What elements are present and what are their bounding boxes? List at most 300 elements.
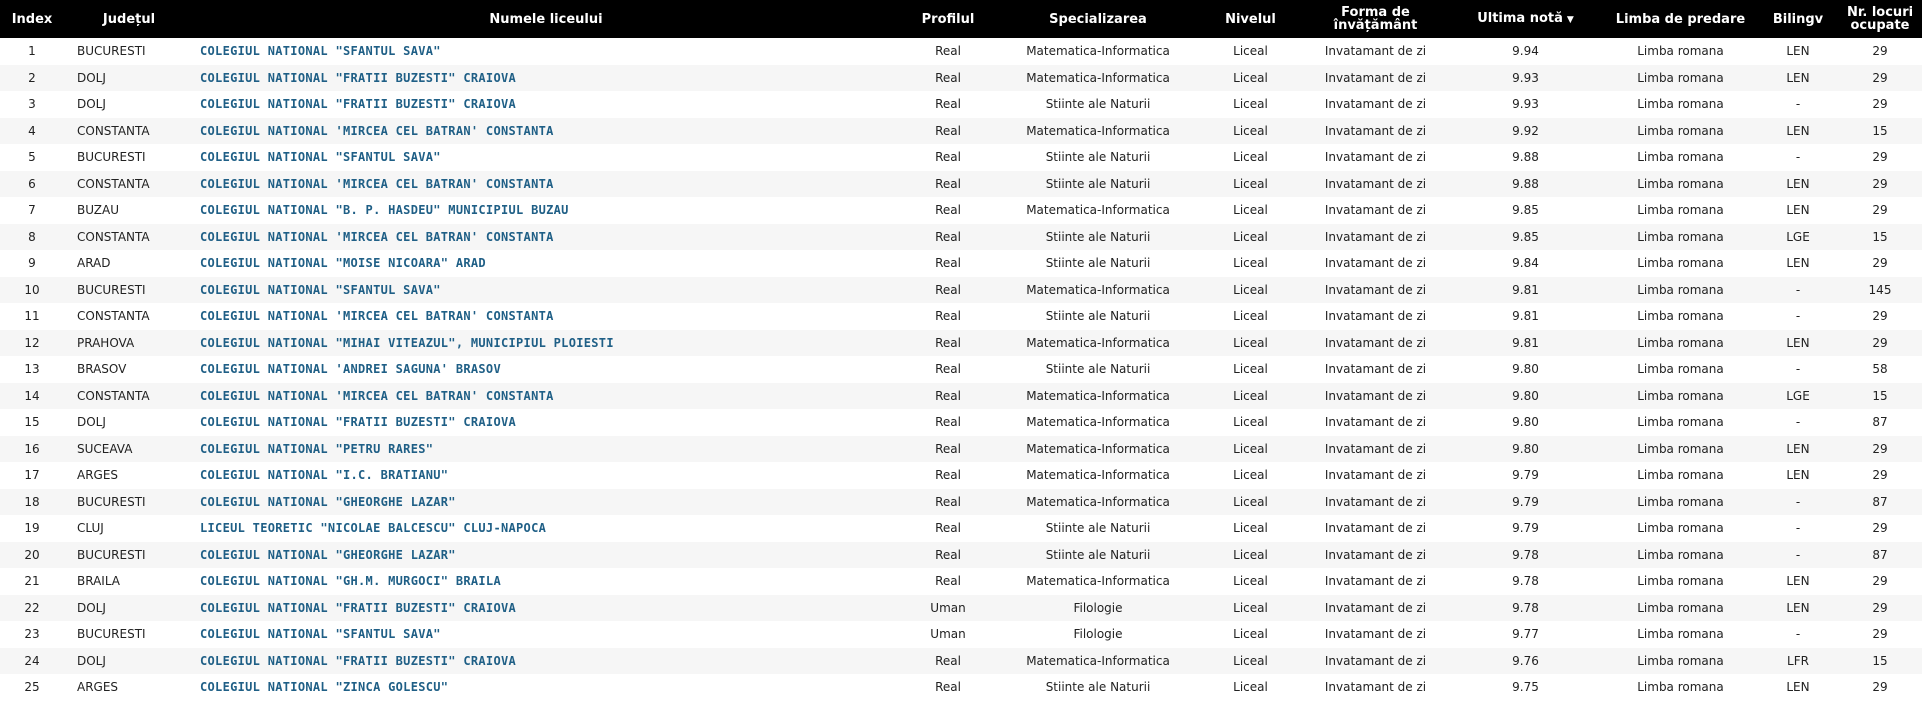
cell-locuri: 15 — [1872, 229, 1888, 244]
cell-limba: Limba romana — [1637, 415, 1724, 430]
cell-profil: Real — [935, 44, 961, 59]
cell-locuri: 29 — [1872, 521, 1888, 536]
cell-bilingv: - — [1795, 150, 1801, 165]
cell-forma: Invatamant de zi — [1324, 309, 1427, 324]
header-nota[interactable] — [1448, 0, 1603, 38]
cell-nivel: Liceal — [1233, 521, 1268, 536]
cell-index: 14 — [24, 388, 40, 403]
cell-specializare: Filologie — [1073, 600, 1123, 615]
cell-specializare: Matematica-Informatica — [1026, 494, 1170, 509]
school-link[interactable]: LICEUL TEORETIC "NICOLAE BALCESCU" CLUJ-NAPOCA — [200, 521, 547, 536]
cell-judet: CLUJ — [77, 521, 104, 536]
school-link[interactable]: COLEGIUL NATIONAL "ZINCA GOLESCU" — [200, 680, 449, 695]
sort-desc-icon: ▼ — [1566, 14, 1574, 25]
school-link[interactable]: COLEGIUL NATIONAL 'ANDREI SAGUNA' BRASOV — [200, 362, 501, 377]
cell-forma: Invatamant de zi — [1324, 494, 1427, 509]
cell-limba: Limba romana — [1637, 123, 1724, 138]
cell-limba: Limba romana — [1637, 547, 1724, 562]
school-link[interactable]: COLEGIUL NATIONAL "FRATII BUZESTI" CRAIOVA — [200, 97, 517, 112]
cell-bilingv: - — [1795, 521, 1801, 536]
cell-limba: Limba romana — [1637, 256, 1724, 271]
header-bilingv[interactable]: Bilingv — [1772, 11, 1824, 27]
cell-liceu — [194, 91, 898, 118]
cell-judet: DOLJ — [77, 70, 106, 85]
cell-nivel: Liceal — [1233, 574, 1268, 589]
cell-locuri: 29 — [1872, 70, 1888, 85]
cell-locuri: 29 — [1872, 176, 1888, 191]
cell-nivel: Liceal — [1233, 44, 1268, 59]
cell-liceu — [194, 224, 898, 251]
school-link[interactable]: COLEGIUL NATIONAL 'MIRCEA CEL BATRAN' CONSTANTA — [200, 309, 554, 324]
cell-nivel: Liceal — [1233, 150, 1268, 165]
cell-nota: 9.81 — [1512, 282, 1539, 297]
table-row — [0, 144, 1922, 171]
cell-profil: Real — [935, 176, 961, 191]
cell-index: 19 — [24, 521, 40, 536]
cell-forma: Invatamant de zi — [1324, 203, 1427, 218]
cell-limba: Limba romana — [1637, 229, 1724, 244]
cell-index: 5 — [28, 150, 36, 165]
cell-specializare: Matematica-Informatica — [1026, 415, 1170, 430]
cell-profil: Real — [935, 468, 961, 483]
cell-nota: 9.79 — [1512, 468, 1539, 483]
school-link[interactable]: COLEGIUL NATIONAL "PETRU RARES" — [200, 441, 434, 456]
cell-locuri: 29 — [1872, 44, 1888, 59]
table-row — [0, 356, 1922, 383]
cell-liceu — [194, 277, 898, 304]
cell-bilingv: LFR — [1787, 653, 1809, 668]
cell-forma: Invatamant de zi — [1324, 282, 1427, 297]
cell-locuri: 87 — [1872, 415, 1888, 430]
header-nivel[interactable]: Nivelul — [1225, 11, 1276, 27]
cell-forma: Invatamant de zi — [1324, 441, 1427, 456]
cell-nivel: Liceal — [1233, 229, 1268, 244]
cell-judet: BUZAU — [77, 203, 120, 218]
cell-liceu — [194, 648, 898, 675]
cell-locuri: 29 — [1872, 600, 1888, 615]
cell-index: 3 — [28, 97, 36, 112]
header-judet[interactable]: Județul — [102, 11, 156, 27]
cell-bilingv: LEN — [1786, 600, 1810, 615]
cell-locuri: 87 — [1872, 547, 1888, 562]
cell-judet: SUCEAVA — [77, 441, 133, 456]
table-row — [0, 621, 1922, 648]
cell-nivel: Liceal — [1233, 362, 1268, 377]
cell-bilingv: - — [1795, 309, 1801, 324]
cell-judet: CONSTANTA — [77, 309, 150, 324]
cell-nivel: Liceal — [1233, 176, 1268, 191]
cell-limba: Limba romana — [1637, 521, 1724, 536]
cell-index: 8 — [28, 229, 36, 244]
cell-bilingv: LEN — [1786, 335, 1810, 350]
school-link[interactable]: COLEGIUL NATIONAL "FRATII BUZESTI" CRAIOVA — [200, 70, 517, 85]
cell-liceu — [194, 144, 898, 171]
cell-forma: Invatamant de zi — [1324, 97, 1427, 112]
cell-forma: Invatamant de zi — [1324, 600, 1427, 615]
cell-judet: CONSTANTA — [77, 123, 150, 138]
cell-profil: Real — [935, 574, 961, 589]
cell-limba: Limba romana — [1637, 70, 1724, 85]
cell-specializare: Matematica-Informatica — [1026, 441, 1170, 456]
table-row — [0, 303, 1922, 330]
cell-specializare: Matematica-Informatica — [1026, 574, 1170, 589]
cell-index: 7 — [28, 203, 36, 218]
cell-judet: BRAILA — [77, 574, 121, 589]
cell-nivel: Liceal — [1233, 282, 1268, 297]
cell-locuri: 29 — [1872, 680, 1888, 695]
table-row — [0, 515, 1922, 542]
cell-profil: Real — [935, 150, 961, 165]
cell-locuri: 15 — [1872, 653, 1888, 668]
cell-liceu — [194, 515, 898, 542]
table-row — [0, 568, 1922, 595]
cell-bilingv: LEN — [1786, 203, 1810, 218]
cell-nivel: Liceal — [1233, 415, 1268, 430]
school-link[interactable]: COLEGIUL NATIONAL "SFANTUL SAVA" — [200, 44, 441, 59]
cell-judet: CONSTANTA — [77, 176, 150, 191]
cell-index: 13 — [24, 362, 40, 377]
cell-limba: Limba romana — [1637, 494, 1724, 509]
cell-bilingv: LEN — [1786, 441, 1810, 456]
header-index[interactable]: Index — [11, 11, 53, 27]
cell-bilingv: LEN — [1786, 70, 1810, 85]
cell-bilingv: LGE — [1786, 229, 1810, 244]
cell-judet: DOLJ — [77, 653, 106, 668]
cell-index: 15 — [24, 415, 40, 430]
table-row — [0, 436, 1922, 463]
school-link[interactable]: COLEGIUL NATIONAL "GHEORGHE LAZAR" — [200, 547, 456, 562]
cell-specializare: Stiinte ale Naturii — [1045, 547, 1151, 562]
header-liceu[interactable]: Numele liceului — [489, 11, 603, 27]
cell-limba: Limba romana — [1637, 362, 1724, 377]
cell-locuri: 29 — [1872, 574, 1888, 589]
cell-liceu — [194, 542, 898, 569]
cell-liceu — [194, 250, 898, 277]
cell-index: 2 — [28, 70, 36, 85]
table-row — [0, 65, 1922, 92]
cell-index: 6 — [28, 176, 36, 191]
cell-nivel: Liceal — [1233, 547, 1268, 562]
cell-profil: Real — [935, 494, 961, 509]
cell-locuri: 29 — [1872, 309, 1888, 324]
cell-nivel: Liceal — [1233, 388, 1268, 403]
cell-judet: BUCURESTI — [77, 627, 146, 642]
cell-nota: 9.93 — [1512, 70, 1539, 85]
cell-judet: DOLJ — [77, 415, 106, 430]
cell-judet: BUCURESTI — [77, 44, 146, 59]
cell-specializare: Stiinte ale Naturii — [1045, 229, 1151, 244]
school-link[interactable]: COLEGIUL NATIONAL 'MIRCEA CEL BATRAN' CONSTANTA — [200, 388, 554, 403]
cell-specializare: Matematica-Informatica — [1026, 44, 1170, 59]
table-row — [0, 595, 1922, 622]
cell-locuri: 29 — [1872, 468, 1888, 483]
cell-forma: Invatamant de zi — [1324, 468, 1427, 483]
cell-specializare: Stiinte ale Naturii — [1045, 680, 1151, 695]
cell-locuri: 58 — [1872, 362, 1888, 377]
cell-nivel: Liceal — [1233, 203, 1268, 218]
cell-nota: 9.84 — [1512, 256, 1539, 271]
cell-profil: Real — [935, 282, 961, 297]
cell-index: 24 — [24, 653, 40, 668]
cell-index: 16 — [24, 441, 40, 456]
table-row — [0, 409, 1922, 436]
cell-specializare: Matematica-Informatica — [1026, 282, 1170, 297]
cell-limba: Limba romana — [1637, 627, 1724, 642]
cell-nota: 9.80 — [1512, 362, 1539, 377]
cell-specializare: Matematica-Informatica — [1026, 653, 1170, 668]
cell-nivel: Liceal — [1233, 680, 1268, 695]
cell-profil: Real — [935, 335, 961, 350]
cell-limba: Limba romana — [1637, 335, 1724, 350]
cell-nota: 9.81 — [1512, 309, 1539, 324]
school-link[interactable]: COLEGIUL NATIONAL "MIHAI VITEAZUL", MUNICIPIUL PLOIESTI — [200, 335, 614, 350]
cell-nota: 9.76 — [1512, 653, 1539, 668]
table-row — [0, 250, 1922, 277]
cell-forma: Invatamant de zi — [1324, 653, 1427, 668]
cell-nivel: Liceal — [1233, 600, 1268, 615]
cell-index: 25 — [24, 680, 40, 695]
cell-specializare: Matematica-Informatica — [1026, 468, 1170, 483]
header-specializare[interactable]: Specializarea — [1049, 11, 1147, 27]
cell-liceu — [194, 436, 898, 463]
cell-forma: Invatamant de zi — [1324, 123, 1427, 138]
cell-bilingv: LEN — [1786, 44, 1810, 59]
school-link[interactable]: COLEGIUL NATIONAL 'MIRCEA CEL BATRAN' CONSTANTA — [200, 176, 554, 191]
cell-index: 22 — [24, 600, 40, 615]
cell-limba: Limba romana — [1637, 44, 1724, 59]
table-row — [0, 462, 1922, 489]
table-row — [0, 277, 1922, 304]
cell-limba: Limba romana — [1637, 309, 1724, 324]
cell-limba: Limba romana — [1637, 653, 1724, 668]
cell-bilingv: LEN — [1786, 574, 1810, 589]
cell-specializare: Matematica-Informatica — [1026, 388, 1170, 403]
cell-specializare: Stiinte ale Naturii — [1045, 521, 1151, 536]
cell-nota: 9.78 — [1512, 547, 1539, 562]
cell-index: 10 — [24, 282, 40, 297]
cell-nota: 9.85 — [1512, 229, 1539, 244]
cell-liceu — [194, 462, 898, 489]
cell-nivel: Liceal — [1233, 123, 1268, 138]
cell-profil: Real — [935, 521, 961, 536]
cell-profil: Real — [935, 441, 961, 456]
cell-liceu — [194, 383, 898, 410]
cell-locuri: 29 — [1872, 203, 1888, 218]
cell-nota: 9.75 — [1512, 680, 1539, 695]
cell-bilingv: LEN — [1786, 123, 1810, 138]
cell-profil: Uman — [930, 600, 966, 615]
cell-liceu — [194, 330, 898, 357]
table-row — [0, 91, 1922, 118]
cell-locuri: 145 — [1868, 282, 1892, 297]
cell-index: 9 — [28, 256, 36, 271]
cell-judet: BRASOV — [77, 362, 127, 377]
cell-specializare: Stiinte ale Naturii — [1045, 309, 1151, 324]
cell-forma: Invatamant de zi — [1324, 229, 1427, 244]
cell-nota: 9.94 — [1512, 44, 1539, 59]
cell-nota: 9.80 — [1512, 441, 1539, 456]
cell-locuri: 29 — [1872, 441, 1888, 456]
cell-profil: Real — [935, 256, 961, 271]
school-link[interactable]: COLEGIUL NATIONAL "B. P. HASDEU" MUNICIPIUL BUZAU — [200, 203, 569, 218]
cell-limba: Limba romana — [1637, 282, 1724, 297]
cell-forma: Invatamant de zi — [1324, 547, 1427, 562]
cell-profil: Real — [935, 547, 961, 562]
table-row — [0, 171, 1922, 198]
cell-specializare: Matematica-Informatica — [1026, 203, 1170, 218]
cell-bilingv: - — [1795, 362, 1801, 377]
cell-locuri: 29 — [1872, 97, 1888, 112]
cell-nivel: Liceal — [1233, 441, 1268, 456]
cell-bilingv: LGE — [1786, 388, 1810, 403]
cell-index: 17 — [24, 468, 40, 483]
cell-locuri: 15 — [1872, 388, 1888, 403]
cell-bilingv: LEN — [1786, 176, 1810, 191]
cell-specializare: Matematica-Informatica — [1026, 335, 1170, 350]
table-row — [0, 118, 1922, 145]
cell-judet: ARAD — [77, 256, 111, 271]
cell-judet: DOLJ — [77, 97, 106, 112]
cell-profil: Real — [935, 97, 961, 112]
school-link[interactable]: COLEGIUL NATIONAL "SFANTUL SAVA" — [200, 627, 441, 642]
school-link[interactable]: COLEGIUL NATIONAL "GHEORGHE LAZAR" — [200, 494, 456, 509]
cell-index: 23 — [24, 627, 40, 642]
cell-liceu — [194, 568, 898, 595]
cell-judet: DOLJ — [77, 600, 106, 615]
header-nota-label: Ultima notă — [1477, 10, 1563, 26]
cell-locuri: 29 — [1872, 335, 1888, 350]
cell-limba: Limba romana — [1637, 468, 1724, 483]
cell-bilingv: - — [1795, 627, 1801, 642]
cell-nivel: Liceal — [1233, 256, 1268, 271]
cell-locuri: 15 — [1872, 123, 1888, 138]
cell-judet: BUCURESTI — [77, 494, 146, 509]
cell-nivel: Liceal — [1233, 627, 1268, 642]
school-link[interactable]: COLEGIUL NATIONAL "FRATII BUZESTI" CRAIOVA — [200, 415, 517, 430]
school-link[interactable]: COLEGIUL NATIONAL "SFANTUL SAVA" — [200, 150, 441, 165]
school-link[interactable]: COLEGIUL NATIONAL "MOISE NICOARA" ARAD — [200, 256, 486, 271]
cell-limba: Limba romana — [1637, 574, 1724, 589]
cell-bilingv: - — [1795, 547, 1801, 562]
cell-liceu — [194, 65, 898, 92]
cell-specializare: Filologie — [1073, 627, 1123, 642]
cell-specializare: Stiinte ale Naturii — [1045, 256, 1151, 271]
cell-judet: BUCURESTI — [77, 150, 146, 165]
school-link[interactable]: COLEGIUL NATIONAL "SFANTUL SAVA" — [200, 282, 441, 297]
cell-nivel: Liceal — [1233, 494, 1268, 509]
table-row — [0, 674, 1922, 701]
table-row — [0, 38, 1922, 65]
cell-specializare: Matematica-Informatica — [1026, 70, 1170, 85]
cell-profil: Uman — [930, 627, 966, 642]
table-row — [0, 383, 1922, 410]
cell-limba: Limba romana — [1637, 441, 1724, 456]
cell-profil: Real — [935, 362, 961, 377]
header-profil[interactable]: Profilul — [921, 11, 975, 27]
cell-profil: Real — [935, 415, 961, 430]
cell-nivel: Liceal — [1233, 70, 1268, 85]
cell-index: 4 — [28, 123, 36, 138]
cell-nota: 9.79 — [1512, 494, 1539, 509]
cell-judet: BUCURESTI — [77, 547, 146, 562]
cell-specializare: Matematica-Informatica — [1026, 123, 1170, 138]
cell-nota: 9.88 — [1512, 176, 1539, 191]
cell-liceu — [194, 489, 898, 516]
cell-liceu — [194, 118, 898, 145]
cell-bilingv: - — [1795, 282, 1801, 297]
cell-forma: Invatamant de zi — [1324, 150, 1427, 165]
table-row — [0, 489, 1922, 516]
cell-nivel: Liceal — [1233, 97, 1268, 112]
school-link[interactable]: COLEGIUL NATIONAL "I.C. BRATIANU" — [200, 468, 449, 483]
cell-liceu — [194, 621, 898, 648]
cell-profil: Real — [935, 388, 961, 403]
cell-nota: 9.88 — [1512, 150, 1539, 165]
header-locuri[interactable]: Nr. locuri ocupate — [1846, 5, 1914, 33]
cell-forma: Invatamant de zi — [1324, 521, 1427, 536]
school-link[interactable]: COLEGIUL NATIONAL "GH.M. MURGOCI" BRAILA — [200, 574, 501, 589]
header-forma[interactable]: Forma de învățământ — [1333, 5, 1418, 33]
cell-locuri: 29 — [1872, 150, 1888, 165]
cell-profil: Real — [935, 309, 961, 324]
cell-locuri: 29 — [1872, 627, 1888, 642]
school-link[interactable]: COLEGIUL NATIONAL 'MIRCEA CEL BATRAN' CONSTANTA — [200, 229, 554, 244]
table-row — [0, 648, 1922, 675]
cell-liceu — [194, 197, 898, 224]
cell-liceu — [194, 171, 898, 198]
cell-index: 1 — [28, 44, 36, 59]
cell-nota: 9.93 — [1512, 97, 1539, 112]
cell-index: 21 — [24, 574, 40, 589]
cell-limba: Limba romana — [1637, 97, 1724, 112]
school-link[interactable]: COLEGIUL NATIONAL 'MIRCEA CEL BATRAN' CONSTANTA — [200, 123, 554, 138]
cell-specializare: Stiinte ale Naturii — [1045, 97, 1151, 112]
cell-nota: 9.81 — [1512, 335, 1539, 350]
cell-limba: Limba romana — [1637, 600, 1724, 615]
cell-nota: 9.92 — [1512, 123, 1539, 138]
school-link[interactable]: COLEGIUL NATIONAL "FRATII BUZESTI" CRAIOVA — [200, 600, 517, 615]
header-limba[interactable]: Limba de predare — [1615, 11, 1746, 27]
cell-nota: 9.79 — [1512, 521, 1539, 536]
cell-nota: 9.78 — [1512, 600, 1539, 615]
cell-forma: Invatamant de zi — [1324, 70, 1427, 85]
table-row — [0, 224, 1922, 251]
table-row — [0, 330, 1922, 357]
cell-nota: 9.77 — [1512, 627, 1539, 642]
school-link[interactable]: COLEGIUL NATIONAL "FRATII BUZESTI" CRAIOVA — [200, 653, 517, 668]
cell-limba: Limba romana — [1637, 150, 1724, 165]
cell-limba: Limba romana — [1637, 680, 1724, 695]
cell-specializare: Stiinte ale Naturii — [1045, 150, 1151, 165]
cell-forma: Invatamant de zi — [1324, 44, 1427, 59]
cell-nivel: Liceal — [1233, 653, 1268, 668]
cell-index: 11 — [24, 309, 40, 324]
cell-specializare: Stiinte ale Naturii — [1045, 176, 1151, 191]
cell-judet: PRAHOVA — [77, 335, 135, 350]
cell-nivel: Liceal — [1233, 468, 1268, 483]
cell-liceu — [194, 674, 898, 701]
cell-judet: ARGES — [77, 680, 119, 695]
cell-nota: 9.80 — [1512, 388, 1539, 403]
cell-forma: Invatamant de zi — [1324, 335, 1427, 350]
cell-forma: Invatamant de zi — [1324, 388, 1427, 403]
cell-nota: 9.78 — [1512, 574, 1539, 589]
cell-nivel: Liceal — [1233, 309, 1268, 324]
cell-forma: Invatamant de zi — [1324, 256, 1427, 271]
cell-forma: Invatamant de zi — [1324, 680, 1427, 695]
cell-profil: Real — [935, 70, 961, 85]
cell-liceu — [194, 38, 898, 65]
